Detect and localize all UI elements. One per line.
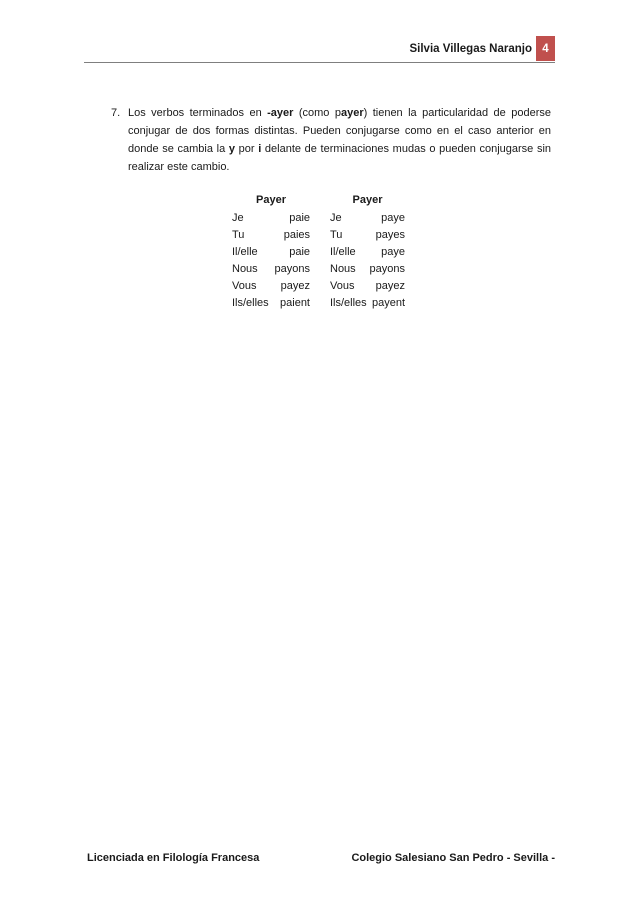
pronoun: Nous — [330, 263, 356, 275]
pronoun: Vous — [330, 280, 355, 292]
verb-form: payez — [375, 280, 405, 292]
pronoun: Tu — [232, 229, 245, 241]
conjugation-row — [232, 295, 310, 312]
conjugation-title: Payer — [352, 194, 383, 206]
text-run-bold: i — [258, 143, 262, 155]
conjugation-row — [330, 261, 405, 278]
conjugation-row — [330, 244, 405, 261]
conjugation-row — [330, 278, 405, 295]
pronoun: Il/elle — [330, 246, 356, 258]
verb-form: payons — [274, 263, 310, 275]
pronoun: Ils/elles — [232, 297, 269, 309]
pronoun: Ils/elles — [330, 297, 367, 309]
verb-form: paye — [381, 212, 405, 224]
verb-form: paye — [381, 246, 405, 258]
verb-form: payent — [371, 297, 405, 309]
pronoun: Vous — [232, 280, 257, 292]
verb-form: paie — [289, 212, 310, 224]
page-number-badge: 4 — [536, 36, 555, 61]
text-run: Los verbos terminados en — [128, 107, 268, 119]
conjugation-row — [232, 210, 310, 227]
conjugation-row — [330, 227, 405, 244]
text-run: ) tienen la particularidad de poderse conjugar de dos formas distintas. Pueden conjugarse como en el caso anterior en donde se cambia la — [128, 107, 551, 155]
footer-right: Colegio Salesiano San Pedro - Sevilla - — [351, 852, 555, 864]
text-run: (como p — [293, 107, 341, 119]
verb-form: payes — [375, 229, 405, 241]
pronoun: Nous — [232, 263, 258, 275]
conjugation-row — [232, 244, 310, 261]
conjugation-table-left — [232, 191, 310, 312]
conjugation-table-right — [330, 191, 405, 312]
item-number: 7. — [111, 107, 121, 119]
item-text — [128, 104, 551, 176]
text-run-bold: -ayer — [267, 107, 294, 119]
text-run-bold: y — [228, 143, 235, 155]
conjugation-row — [232, 278, 310, 295]
pronoun: Je — [330, 212, 342, 224]
pronoun: Tu — [330, 229, 343, 241]
verb-form: payez — [280, 280, 310, 292]
conjugation-row — [330, 210, 405, 227]
text-run: delante de terminaciones mudas o pueden conjugarse sin realizar este cambio. — [128, 143, 552, 173]
conjugation-row — [232, 227, 310, 244]
verb-form: paie — [289, 246, 310, 258]
verb-form: payons — [369, 263, 405, 275]
text-run: por — [234, 143, 259, 155]
list-item — [97, 104, 551, 176]
conjugation-row — [330, 295, 405, 312]
header-rule — [84, 62, 555, 63]
conjugation-title: Payer — [256, 194, 286, 206]
footer-left: Licenciada en Filología Francesa — [87, 852, 260, 864]
header-author: Silvia Villegas Naranjo — [409, 43, 532, 55]
verb-form: paies — [283, 229, 310, 241]
conjugation-row — [232, 261, 310, 278]
text-run-bold: ayer — [340, 107, 364, 119]
verb-form: paient — [280, 297, 310, 309]
pronoun: Je — [232, 212, 244, 224]
pronoun: Il/elle — [232, 246, 258, 258]
